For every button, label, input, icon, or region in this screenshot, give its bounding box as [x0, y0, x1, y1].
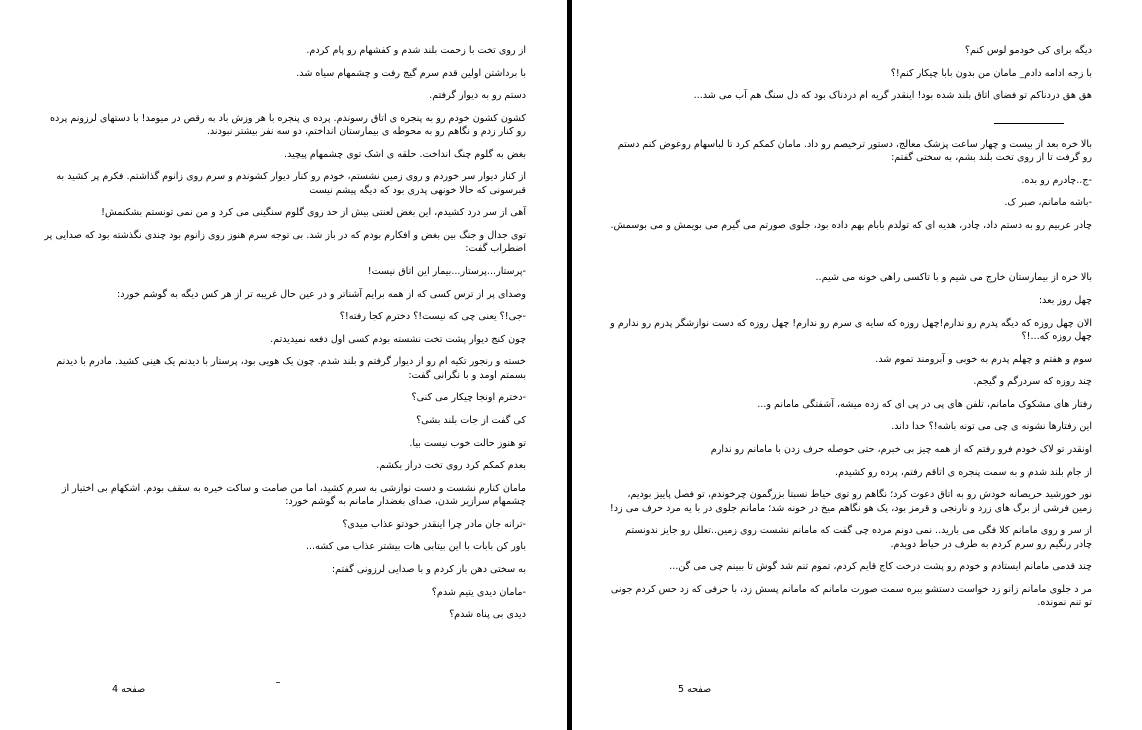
paragraph: باور کن بابات با این بیتابی هات بیشتر عذاب می کشه... — [305, 541, 526, 553]
paragraph: خسته و رنجور تکیه ام رو از دیوار گرفتم و بلند شدم. چون یک هویی بود، پرستار با دیدنم یک هینی کشید. مادرم با دیدنم بسمتم اومد و با نگرانی گفت: — [56, 356, 526, 381]
paragraph: با زجه ادامه دادم_ مامان من بدون بابا چیکار کنم!؟ — [890, 67, 1092, 79]
paragraph: -مامان دیدی یتیم شدم؟ — [431, 586, 526, 598]
paragraph: نور خورشید حریصانه خودش رو به اتاق دعوت کرد؛ نگاهم رو توی حیاط نسبتا بزرگمون چرخوندم، تو فصل پاییز بودیم، زمین فرشی از برگ های زرد و نارنجی و قرمز بود، یک هو نگاهم میخ در خونه شد؛ مامانم جلوی در با یه مرد حرف می زد! — [609, 489, 1092, 514]
paragraph: این رفتارها نشونه ی چی می تونه باشه!؟ خدا داند. — [891, 421, 1092, 433]
paragraph: از کنار دیوار سر خوردم و روی زمین نشستم، خودم رو کنار دیوار کشوندم و سرم روی زانوم گذاشتم. فکرم پر کشید به قبرسونی که حالا خونهی پدری بود که دیگه پیشم نیست — [56, 171, 526, 196]
paragraph: از روی تخت با زحمت بلند شدم و کفشهام رو پام کردم. — [306, 45, 526, 56]
paragraph: کی گفت از جات بلند بشی؟ — [416, 414, 526, 426]
left-page — [0, 0, 567, 730]
paragraph: وصدای پر از ترس کسی که از همه برایم آشناتر و در عین حال غریبه تر از هر کس دیگه به گوشم خورد: — [117, 288, 526, 300]
paragraph: اونقدر تو لاک خودم فرو رفتم که از همه چیز بی خبرم، حتی حوصله حرف زدن با مامانم رو ندارم — [710, 443, 1092, 455]
paragraph: هق هق دردناکم تو فضای اتاق بلند شده بود! اینقدر گریه ام دردناک بود که دل سنگ هم آب می شد... — [693, 90, 1092, 102]
paragraph: چادر عربیم رو به دستم داد، چادر، هدیه ای که تولدم بابام بهم داده بود، جلوی صورتم می گیرم می بویمش و می بوسمش. — [610, 219, 1092, 231]
paragraph: دیگه برای کی خودمو لوس کنم؟ — [964, 45, 1092, 56]
paragraph: رفتار های مشکوک مامانم، تلفن های پی در پی ای که زده میشه، آشفتگی مامانم و... — [757, 398, 1092, 410]
paragraph: بعدم کمکم کرد روی تخت دراز بکشم. — [376, 460, 526, 472]
paragraph: سوم و هفتم و چهلم پدرم به خوبی و آبرومند تموم شد. — [875, 353, 1092, 365]
paragraph: توی جدال و جنگ بین بغض و افکارم بودم که در باز شد. بی توجه سرم هنوز روی زانوم بود چندی نگذشته بود که صدایی پر اضطراب گفت: — [44, 229, 526, 255]
paragraph: از جام بلند شدم و به سمت پنجره ی اتاقم رفتم، پرده رو کشیدم. — [835, 466, 1092, 478]
paragraph: چند روزه که سردرگم و گیجم. — [973, 376, 1092, 388]
paragraph: دستم رو به دیوار گرفتم. — [429, 90, 526, 102]
paragraph: -باشه مامانم، صبر ک. — [1004, 197, 1092, 209]
paragraph: بغض به گلوم چنگ انداخت. حلقه ی اشک توی چشمهام پیچید. — [284, 148, 526, 160]
paragraph: -ترانه جان مادر چرا اینقدر خودتو عذاب میدی؟ — [342, 518, 526, 530]
paragraph: -ج..چادرم رو بده. — [1021, 174, 1092, 186]
section-separator — [994, 123, 1064, 124]
right-top-section — [608, 44, 1092, 103]
right-bottom-section — [608, 271, 1092, 609]
paragraph: کشون کشون خودم رو به پنجره ی اتاق رسوندم. پرده ی پنجره با هر وزش باد به رقص در میومد! با دستهای لرزونم پرده رو کنار زدم و نگاهم رو به محوطه ی بیمارستان انداختم، دو سه نفر بیشتر نبودند. — [50, 112, 526, 138]
right-page-number: صفحه 5 — [678, 684, 712, 695]
paragraph: بالا خره بعد از بیست و چهار ساعت پزشک معالج، دستور ترخیصم رو داد. مامان کمکم کرد تا لباسهام روعوض کنم دستم رو گرفت تا از روی تخت بلند بشم، به سختی گفتم: — [617, 138, 1092, 163]
paragraph: چون کنج دیوار پشت تخت نشسته بودم کسی اول دفعه نمیدیدتم. — [270, 333, 526, 345]
right-middle-section — [608, 138, 1092, 233]
right-page — [572, 0, 1142, 730]
paragraph: -جی!؟ یعنی چی که نیست!؟ دخترم کجا رفته!؟ — [339, 311, 526, 323]
paragraph: به سختی دهن باز کردم و با صدایی لرزونی گفتم: — [331, 563, 526, 575]
page-mark — [276, 682, 280, 683]
paragraph: چهل روز بعد: — [1038, 294, 1092, 306]
paragraph: بالا خره از بیمارستان خارج می شیم و با تاکسی راهی خونه می شیم.. — [815, 272, 1092, 284]
paragraph: چند قدمی مامانم ایستادم و خودم رو پشت درخت کاج قایم کردم، تموم تنم شد گوش تا ببینم چی می گن... — [669, 561, 1092, 573]
paragraph: -دخترم اونجا چیکار می کنی؟ — [411, 392, 526, 404]
left-page-number: صفحه 4 — [112, 684, 146, 695]
paragraph: با برداشتن اولین قدم سرم گیج رفت و چشمهام سیاه شد. — [296, 67, 526, 79]
paragraph: آهی از سر درد کشیدم، این بغض لعنتی بیش از حد روی گلوم سنگینی می کرد و من نمی تونستم بشکنمش! — [101, 207, 526, 219]
paragraph: -پرستار...پرستار...بیمار این اتاق نیست! — [367, 265, 526, 277]
paragraph: مامان کنارم نشست و دست نوازشی به سرم کشید، اما من صامت و ساکت خیره به سقف بودم. اشکهام بی اختیار از چشمهام سرازیر شدن، صدای بغضدار مامانم به گوشم خورد: — [61, 482, 526, 508]
paragraph: الان چهل روزه که دیگه پدرم رو ندارم!چهل روزه که سایه ی سرم رو ندارم! چهل روزه که دست نوازشگر پدرم رو ندارم و چهل روزه که...!؟ — [610, 317, 1092, 342]
paragraph: دیدی بی پناه شدم؟ — [449, 609, 526, 621]
paragraph: مر د جلوی مامانم زانو زد خواست دستشو ببره سمت صورت مامانم که مامانم پسش زد، با حرفی که زد حس کردم جونی تو تنم نمونده. — [610, 583, 1092, 609]
paragraph: از سر و روی مامانم کلا فگی می بارید.. نمی دونم مرده چی گفت که مامانم نشست روی زمین..تعلل رو جایز ندونستم چادر رنگیم رو سرم کردم به طرف در حیاط دویدم. — [625, 525, 1092, 550]
section-gap — [608, 241, 1092, 271]
left-page-text — [44, 44, 526, 631]
right-page-text — [608, 44, 1092, 619]
paragraph: تو هنوز حالت خوب نیست بیا. — [409, 437, 526, 449]
